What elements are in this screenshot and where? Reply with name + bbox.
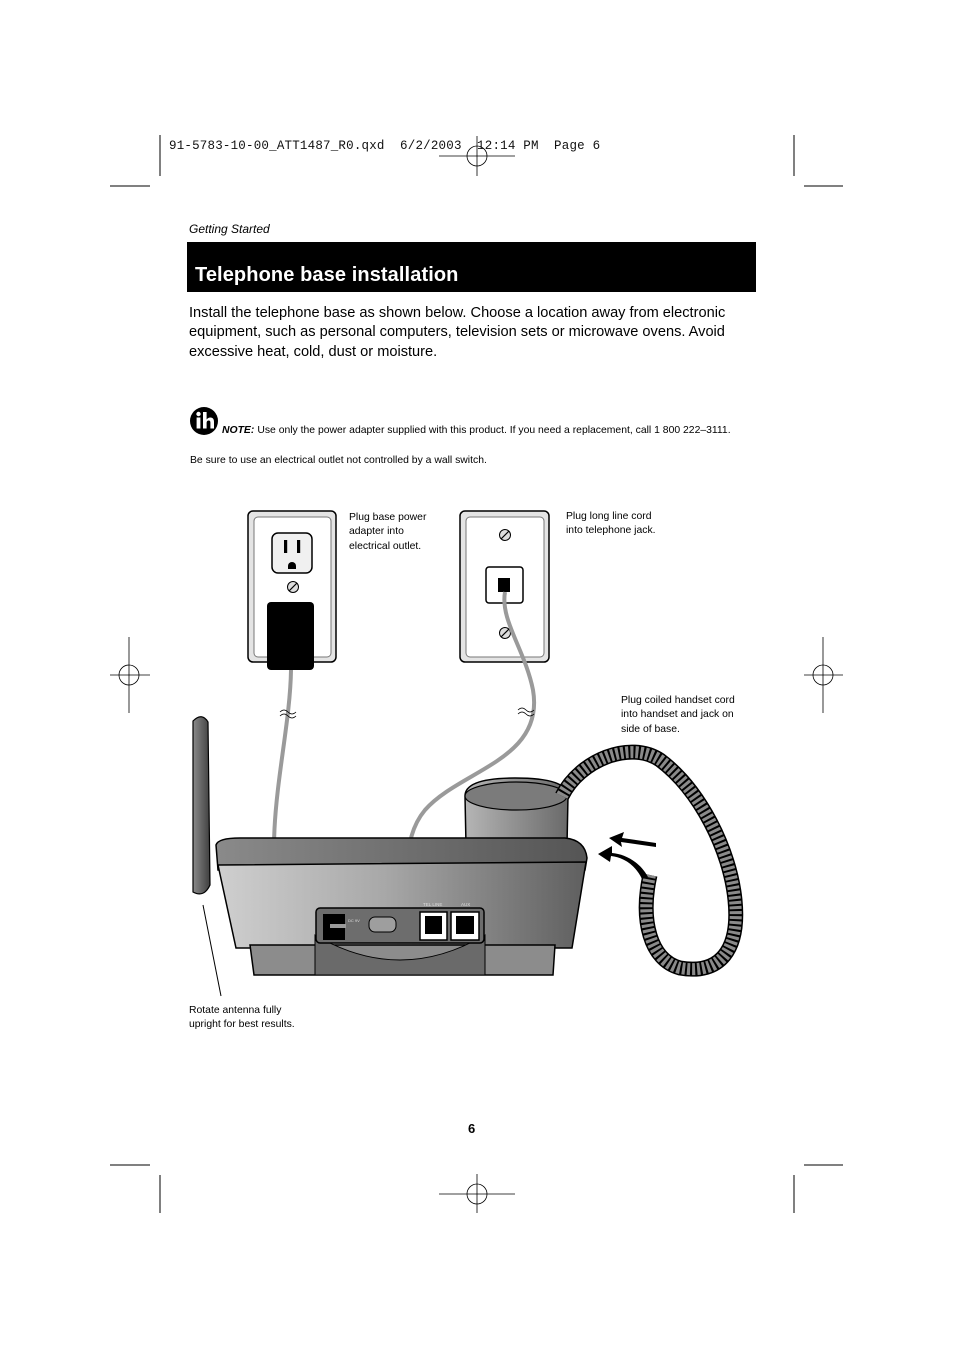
- print-slug-line: 91-5783-10-00_ATT1487_R0.qxd 6/2/2003 12:14 PM Page 6: [169, 139, 601, 153]
- page-number: 6: [468, 1121, 476, 1136]
- intro-paragraph: Install the telephone base as shown below. Choose a location away from electronic equipment, such as personal computers, television sets or microwave ovens. Avoid excessive heat, cold, dust or moisture.: [189, 305, 726, 360]
- arrow-curved-left-icon: [598, 846, 648, 879]
- telephone-wall-jack: [460, 511, 549, 662]
- dc-label: DC 9V: [348, 918, 360, 923]
- handset: [465, 778, 568, 845]
- power-adapter: [267, 602, 314, 670]
- tel-line-label: TEL LINE: [423, 902, 443, 907]
- note-body: Use only the power adapter supplied with this product. If you need a replacement, call 1 800 222–3111.: [257, 425, 731, 436]
- page-title: Telephone base installation: [195, 264, 459, 286]
- callout-antenna: Rotate antenna fully upright for best results.: [189, 1005, 295, 1031]
- coiled-handset-cord: [562, 752, 736, 969]
- callout-coil-cord: Plug coiled handset cord into handset and jack on side of base.: [621, 695, 735, 735]
- telephone-base: [216, 838, 587, 975]
- arrow-left-icon: [609, 832, 656, 847]
- screw-icon: [500, 628, 511, 639]
- callout-outlet: Plug base power adapter into electrical outlet.: [349, 512, 427, 552]
- aux-label: AUX: [461, 902, 471, 907]
- note-subtext: Be sure to use an electrical outlet not controlled by a wall switch.: [190, 455, 487, 466]
- note-label: NOTE:: [222, 425, 255, 436]
- screw-icon: [500, 530, 511, 541]
- callout-jack: Plug long line cord into telephone jack.: [566, 511, 656, 537]
- section-label: Getting Started: [189, 222, 270, 236]
- screw-icon: [288, 582, 299, 593]
